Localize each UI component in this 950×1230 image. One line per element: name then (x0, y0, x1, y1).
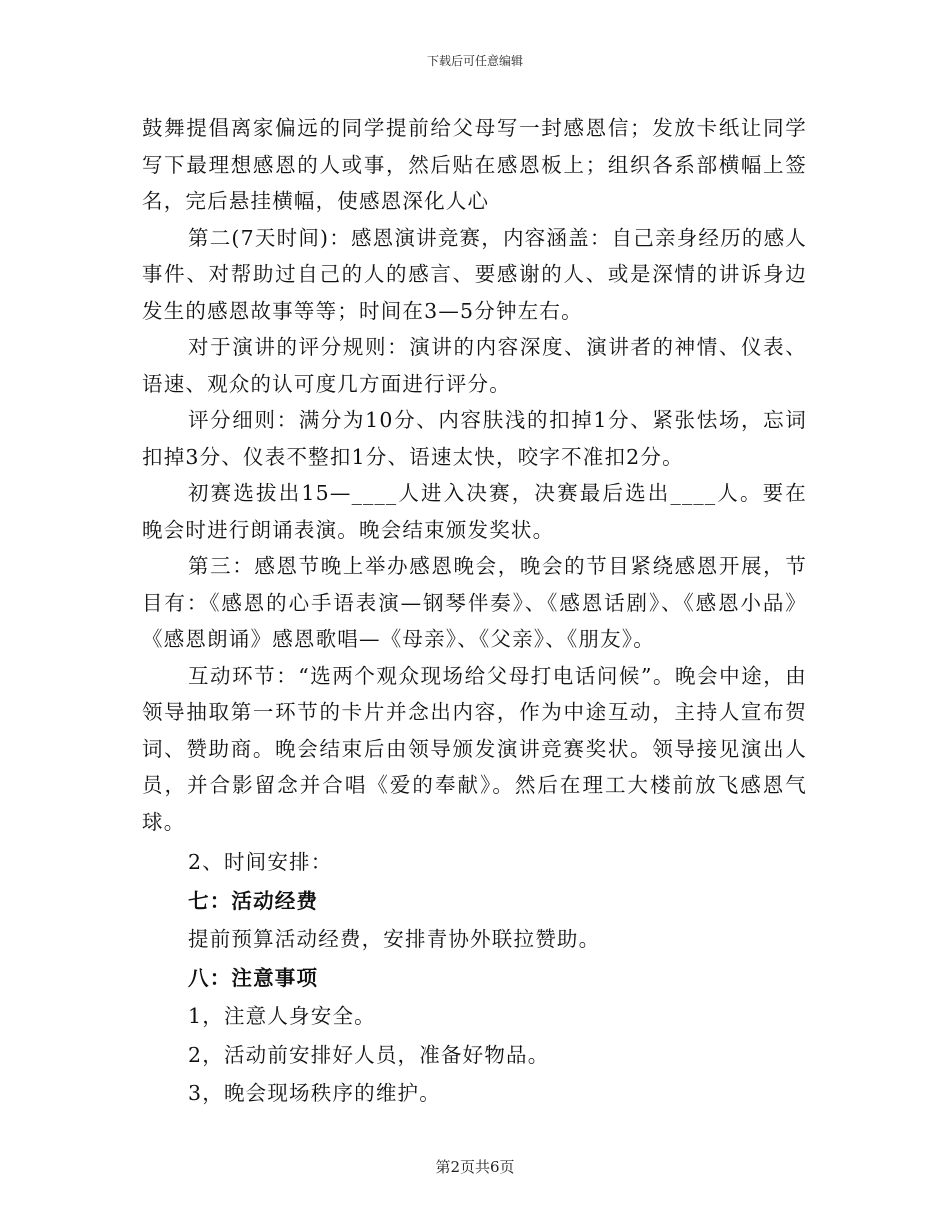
header-note: 下载后可任意编辑 (426, 54, 523, 68)
section-7-heading: 七：活动经费 (188, 888, 319, 913)
document-body (142, 110, 807, 1113)
paragraph-scoring-details: 评分细则：满分为10分、内容肤浅的扣掉1分、紧张怯场，忘词扣掉3分、仪表不整扣1分、语速太快，咬字不准扣2分。 (142, 408, 807, 469)
paragraph-speech-contest: 第二(7天时间)：感恩演讲竞赛，内容涵盖：自己亲身经历的感人事件、对帮助过自己的人的感言、要感谢的人、或是深情的讲诉身边发生的感恩故事等等；时间在3—5分钟左右。 (142, 225, 807, 323)
paragraph-scoring-rules: 对于演讲的评分规则：演讲的内容深度、演讲者的神情、仪表、语速、观众的认可度几方面进行评分。 (142, 335, 807, 396)
paragraph-evening-gala: 第三：感恩节晚上举办感恩晚会，晚会的节目紧绕感恩开展，节目有：《感恩的心手语表演—钢琴伴奏》、《感恩话剧》、《感恩小品》《感恩朗诵》感恩歌唱—《母亲》、《父亲》、《朋友》。 (142, 554, 807, 651)
list-item: 2，活动前安排好人员，准备好物品。 (188, 1042, 550, 1067)
list-item: 1，注意人身安全。 (188, 1004, 376, 1028)
time-arrangement-heading: 2、时间安排： (188, 850, 333, 874)
paragraph-thanks-letter: 鼓舞提倡离家偏远的同学提前给父母写一封感恩信；发放卡纸让同学写下最理想感恩的人或事，然后贴在感恩板上；组织各系部横幅上签名，完后悬挂横幅，使感恩深化人心 (142, 116, 807, 213)
list-item: 3，晚会现场秩序的维护。 (188, 1081, 441, 1105)
page-number: 第2页共6页 (435, 1158, 515, 1176)
paragraph-interaction: 互动环节：“选两个观众现场给父母打电话问候”。晚会中途，由领导抽取第一环节的卡片并念出内容，作为中途互动，主持人宣布贺词、赞助商。晚会结束后由领导颁发演讲竞赛奖状。领导接见演出人员，并合影留念并合唱《爱的奉献》。然后在理工大楼前放飞感恩气球。 (142, 663, 807, 834)
section-8-heading: 八：注意事项 (188, 965, 319, 990)
section-7-body: 提前预算活动经费，安排青协外联拉赞助。 (188, 927, 601, 951)
paragraph-preliminary: 初赛选拔出15—____人进入决赛，决赛最后选出____人。要在晚会时进行朗诵表演。晚会结束颁发奖状。 (142, 481, 807, 542)
